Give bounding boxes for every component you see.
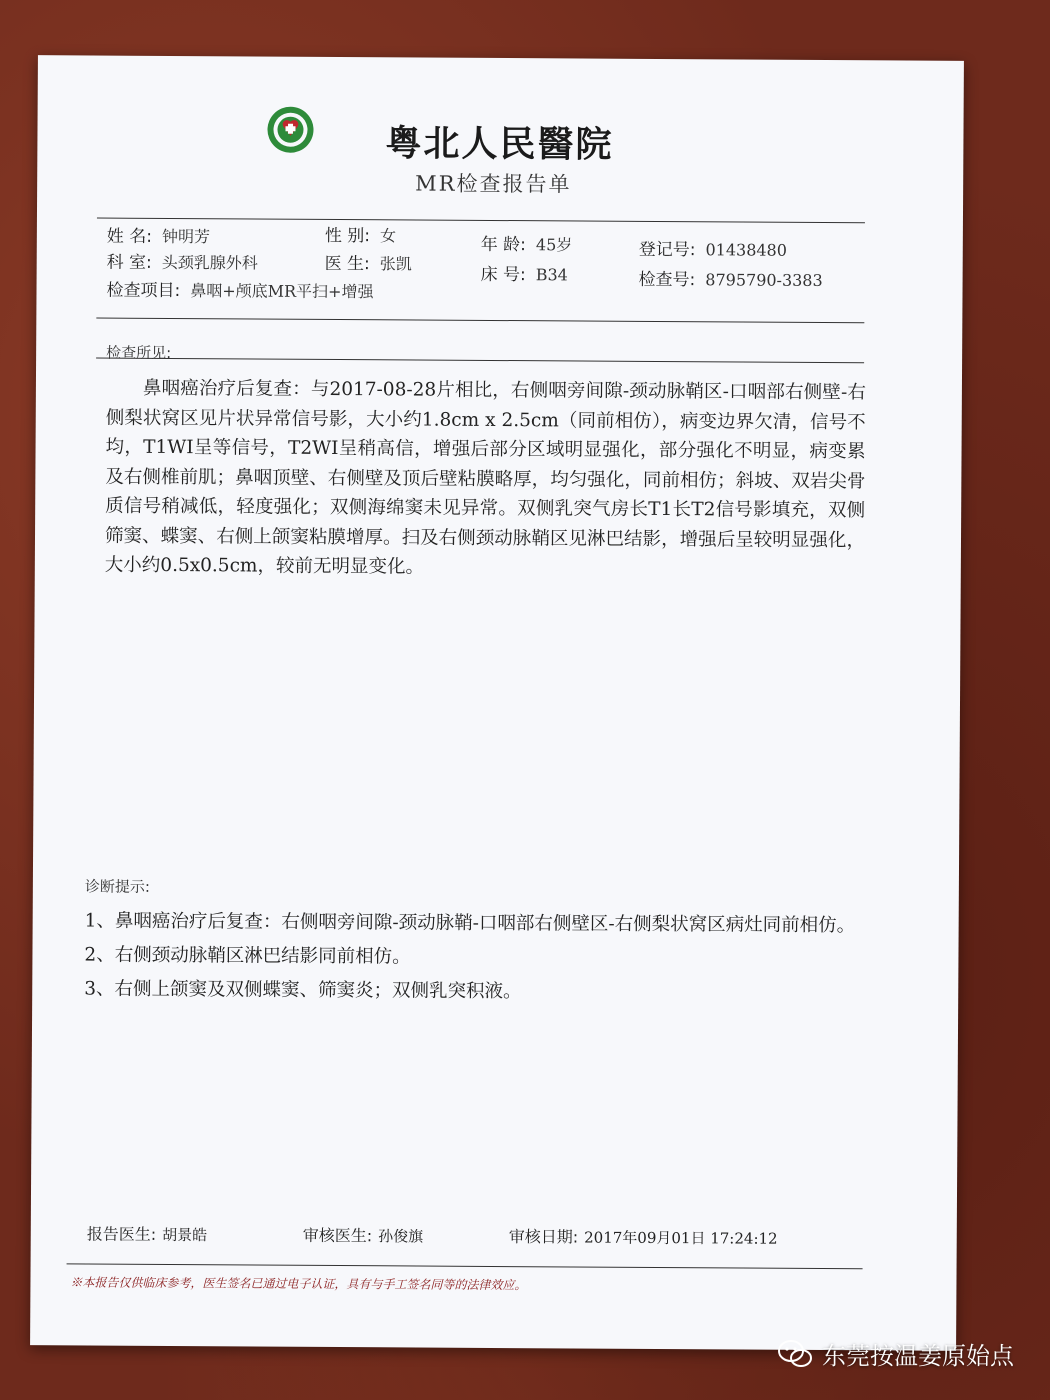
- list-item: 1、鼻咽癌治疗后复查：右侧咽旁间隙-颈动脉鞘-口咽部右侧壁区-右侧梨状窝区病灶同前相仿。: [84, 910, 856, 937]
- doctor-label: 医 生:: [324, 253, 370, 275]
- bed-field: [481, 260, 568, 286]
- age-label: 年 龄:: [480, 234, 526, 256]
- reg-no-field: [639, 235, 787, 261]
- exam-item: 鼻咽+颅底MR平扫+增强: [190, 281, 374, 302]
- report-doctor-field: [87, 1222, 208, 1246]
- doctor: 张凯: [379, 254, 412, 274]
- divider: [97, 218, 865, 224]
- exam-no: 8795790-3383: [705, 270, 823, 290]
- wechat-icon: [778, 1339, 812, 1369]
- exam-no-field: [639, 265, 823, 291]
- review-doctor-field: [303, 1223, 424, 1247]
- reg-no: 01438480: [705, 240, 788, 260]
- exam-item-label: 检查项目:: [106, 280, 181, 302]
- age: 45岁: [535, 235, 573, 255]
- diagnosis-list: [84, 907, 865, 1014]
- review-date: 2017年09月01日 17:24:12: [584, 1228, 778, 1248]
- patient-name-label: 姓 名:: [106, 226, 153, 247]
- patient-name-field: [107, 222, 210, 248]
- review-date-label: 审核日期:: [508, 1227, 579, 1247]
- list-item: 2、右侧颈动脉鞘区淋巴结影同前相仿。: [84, 944, 411, 968]
- dept-field: [107, 248, 258, 274]
- gender-label: 性 别:: [324, 225, 371, 247]
- report-paper: [30, 55, 964, 1351]
- list-item: 3、右侧上颌窦及双侧蝶窦、筛窦炎；双侧乳突积液。: [84, 978, 522, 1003]
- findings-text: 鼻咽癌治疗后复查：与2017-08-28片相比，右侧咽旁间隙-颈动脉鞘区-口咽部右侧壁-右侧梨状窝区见片状异常信号影，大小约1.8cm x 2.5cm（同前相仿），病变边界欠清，信号不均，T1WI呈等信号，T2WI呈稍高信，增强后部分区域明显强化，部分强化不明显，病变累及右侧椎前肌；鼻咽顶壁、右侧壁及顶后壁粘膜略厚，均匀强化，同前相仿；斜坡、双岩尖骨质信号稍减低，轻度强化；双侧海绵窦未见异常。双侧乳突气房长T1长T2信号影填充，双侧筛窦、蝶窦、右侧上颌窦粘膜增厚。扫及右侧颈动脉鞘区见淋巴结影，增强后呈较明显强化，大小约0.5x0.5cm，较前无明显变化。: [104, 377, 866, 578]
- bed: B34: [535, 265, 568, 285]
- report-doctor-label: 报告医生:: [86, 1224, 157, 1244]
- exam-item-field: [106, 276, 373, 303]
- watermark-text: 东莞按温姜原始点: [822, 1342, 1014, 1370]
- findings-title: 检查所见:: [106, 343, 172, 363]
- hospital-name: 粤北人民醫院: [385, 123, 614, 166]
- watermark: [778, 1336, 1014, 1371]
- dept-label: 科 室:: [106, 252, 152, 273]
- report-doctor: 胡景皓: [162, 1225, 208, 1245]
- divider: [96, 358, 864, 364]
- review-date-field: [509, 1224, 778, 1249]
- age-field: [481, 230, 573, 256]
- review-doctor: 孙俊旗: [378, 1227, 424, 1246]
- review-doctor-label: 审核医生:: [302, 1225, 373, 1246]
- disclaimer: ※本报告仅供临床参考，医生签名已通过电子认证，具有与手工签名同等的法律效应。: [70, 1275, 527, 1293]
- hospital-logo-icon: [265, 105, 315, 155]
- diagnosis-title: 诊断提示:: [84, 877, 150, 896]
- divider: [67, 1263, 863, 1269]
- doctor-field: [325, 249, 412, 275]
- dept: 头颈乳腺外科: [161, 252, 258, 273]
- report-title: MR检查报告单: [415, 171, 572, 197]
- gender-field: [325, 221, 396, 246]
- bed-label: 床 号:: [480, 264, 526, 286]
- gender: 女: [379, 226, 397, 246]
- exam-no-label: 检查号:: [638, 269, 696, 291]
- divider: [96, 318, 864, 324]
- patient-name: 钟明芳: [161, 226, 211, 247]
- reg-no-label: 登记号:: [638, 239, 696, 261]
